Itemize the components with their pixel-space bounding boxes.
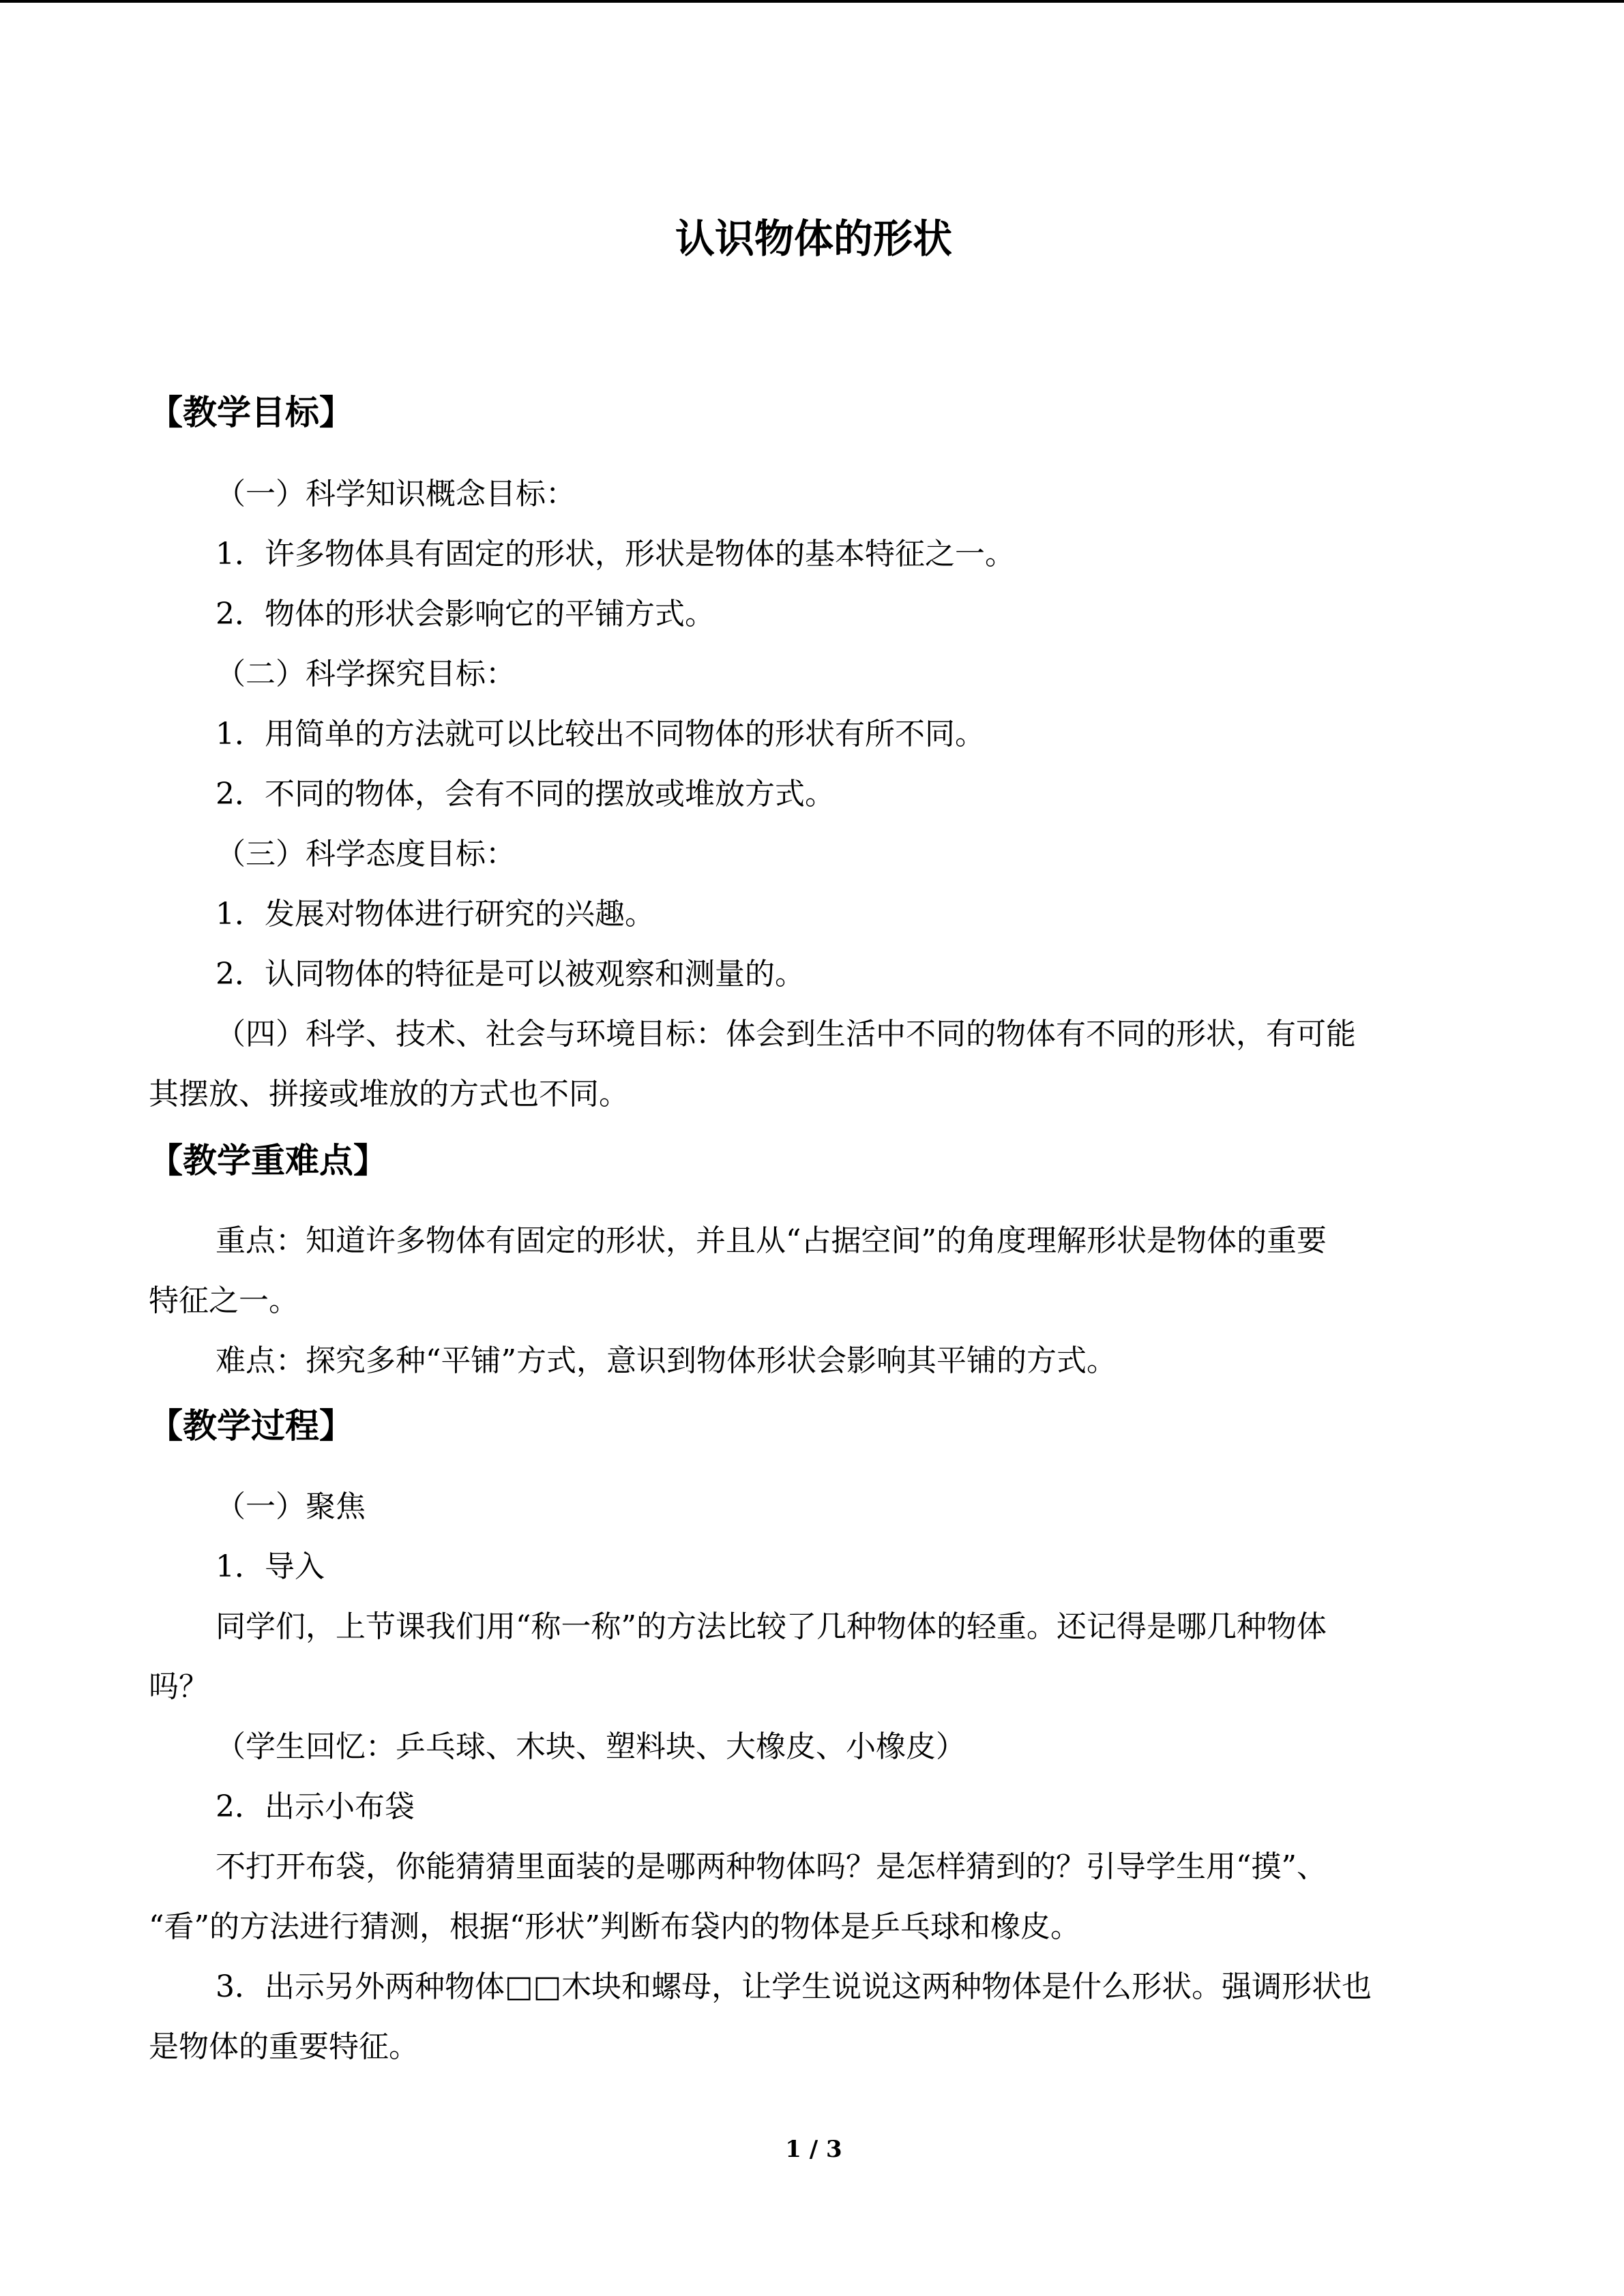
key-points-line: 重点：知道许多物体有固定的形状，并且从“占据空间”的角度理解形状是物体的重要 (216, 1223, 1327, 1258)
process-line: 是物体的重要特征。 (149, 2029, 419, 2064)
objectives-line: （二）科学探究目标： (216, 657, 516, 691)
objectives-line: （一）科学知识概念目标： (216, 477, 576, 511)
document-title: 认识物体的形状 (675, 215, 952, 262)
process-line: 吗？ (149, 1669, 209, 1704)
key-points-line: 特征之一。 (149, 1283, 299, 1318)
process-line: 同学们，上节课我们用“称一称”的方法比较了几种物体的轻重。还记得是哪几种物体 (216, 1609, 1327, 1644)
objectives-line: 1．用简单的方法就可以比较出不同物体的形状有所不同。 (216, 717, 985, 751)
process-line: （学生回忆：乒乓球、木块、塑料块、大橡皮、小橡皮） (216, 1729, 966, 1764)
section-heading-objectives: 【教学目标】 (149, 393, 353, 432)
section-heading-process: 【教学过程】 (149, 1406, 353, 1446)
objectives-line: 2．不同的物体，会有不同的摆放或堆放方式。 (216, 777, 835, 811)
process-line: 2．出示小布袋 (216, 1789, 415, 1824)
process-line: “看”的方法进行猜测，根据“形状”判断布袋内的物体是乒乓球和橡皮。 (149, 1909, 1080, 1944)
key-points-line: 难点：探究多种“平铺”方式，意识到物体形状会影响其平铺的方式。 (216, 1343, 1117, 1378)
top-border-line (0, 0, 1624, 3)
objectives-line: 其摆放、拼接或堆放的方式也不同。 (149, 1077, 629, 1112)
objectives-line: 1．发展对物体进行研究的兴趣。 (216, 897, 655, 931)
process-line: （一）聚焦 (216, 1489, 366, 1524)
process-line: 3．出示另外两种物体□□木块和螺母，让学生说说这两种物体是什么形状。强调形状也 (216, 1969, 1372, 2004)
objectives-line: 2．物体的形状会影响它的平铺方式。 (216, 597, 715, 631)
objectives-line: （四）科学、技术、社会与环境目标：体会到生活中不同的物体有不同的形状，有可能 (216, 1017, 1356, 1052)
objectives-line: （三）科学态度目标： (216, 837, 516, 871)
section-heading-key-points: 【教学重难点】 (149, 1141, 387, 1180)
page-number: 1 / 3 (785, 2136, 842, 2163)
objectives-line: 1．许多物体具有固定的形状，形状是物体的基本特征之一。 (216, 537, 1015, 571)
process-line: 1．导入 (216, 1549, 325, 1584)
objectives-line: 2．认同物体的特征是可以被观察和测量的。 (216, 957, 805, 992)
process-line: 不打开布袋，你能猜猜里面装的是哪两种物体吗？是怎样猜到的？引导学生用“摸”、 (216, 1849, 1327, 1884)
